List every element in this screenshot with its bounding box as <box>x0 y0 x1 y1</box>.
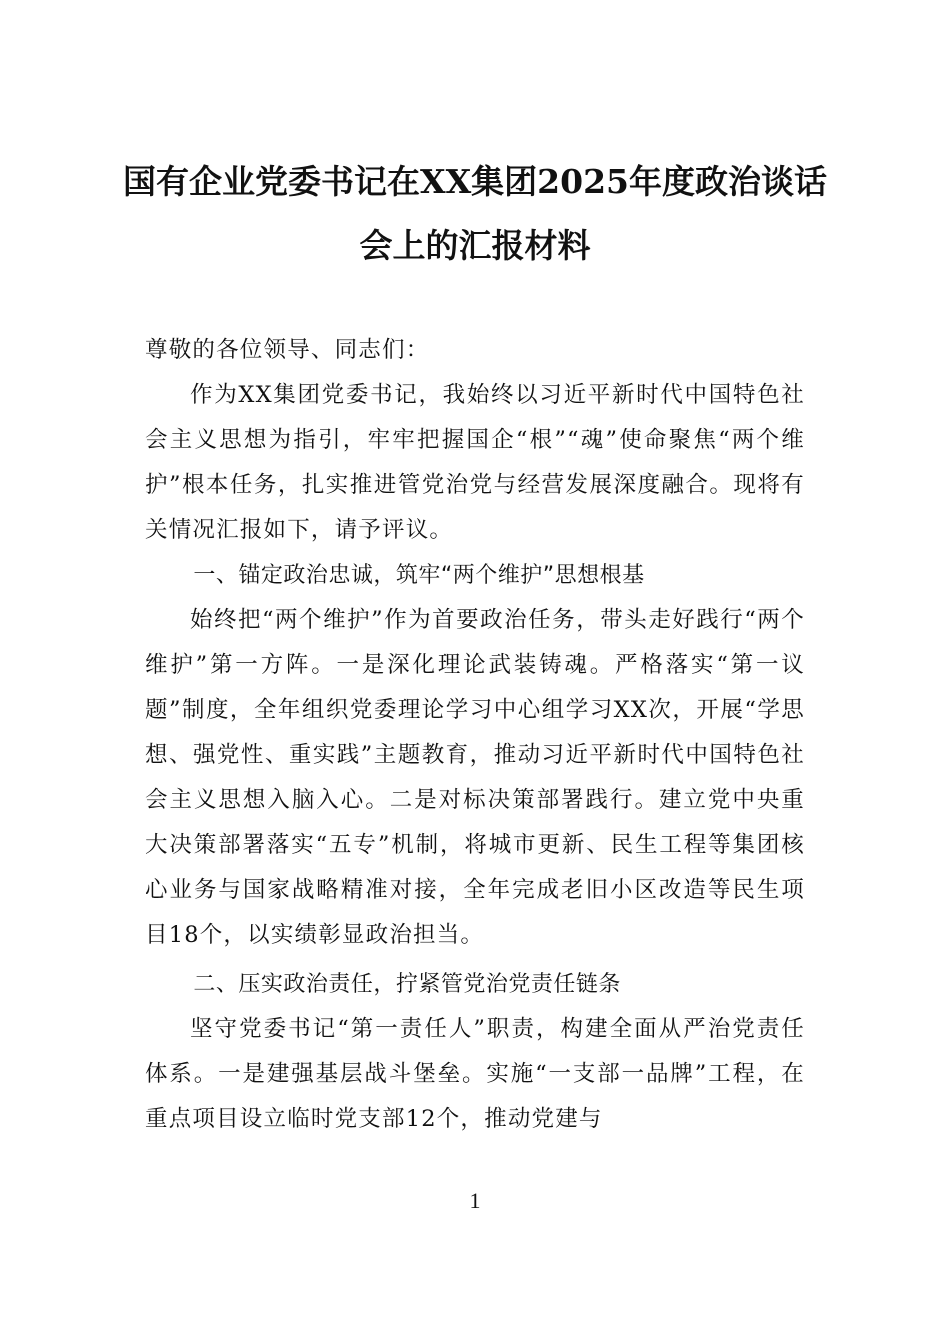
intro-paragraph: 作为XX集团党委书记，我始终以习近平新时代中国特色社会主义思想为指引，牢牢把握国企“根”“魂”使命聚焦“两个维护”根本任务，扎实推进管党治党与经营发展深度融合。现将有关情况汇报如下，请予评议。 <box>145 382 805 543</box>
section-heading-1: 一、锚定政治忠诚，筑牢“两个维护”思想根基 <box>193 563 645 588</box>
page-number: 1 <box>469 1188 481 1213</box>
section-heading-2: 二、压实政治责任，拧紧管党治党责任链条 <box>193 972 621 997</box>
document-body <box>145 328 805 1142</box>
section-body-2: 坚守党委书记“第一责任人”职责，构建全面从严治党责任体系。一是建强基层战斗堡垒。实施“一支部一品牌”工程，在重点项目设立临时党支部12个，推动党建与 <box>145 1016 805 1132</box>
salutation: 尊敬的各位领导、同志们： <box>145 337 430 363</box>
document-title: 国有企业党委书记在XX集团2025年度政治谈话会上的汇报材料 <box>122 162 828 265</box>
section-body-1: 始终把“两个维护”作为首要政治任务，带头走好践行“两个维护”第一方阵。一是深化理论武装铸魂。严格落实“第一议题”制度，全年组织党委理论学习中心组学习XX次，开展“学思想、强党性、重实践”主题教育，推动习近平新时代中国特色社会主义思想入脑入心。二是对标决策部署践行。建立党中央重大决策部署落实“五专”机制，将城市更新、民生工程等集团核心业务与国家战略精准对接，全年完成老旧小区改造等民生项目18个，以实绩彰显政治担当。 <box>145 607 805 948</box>
